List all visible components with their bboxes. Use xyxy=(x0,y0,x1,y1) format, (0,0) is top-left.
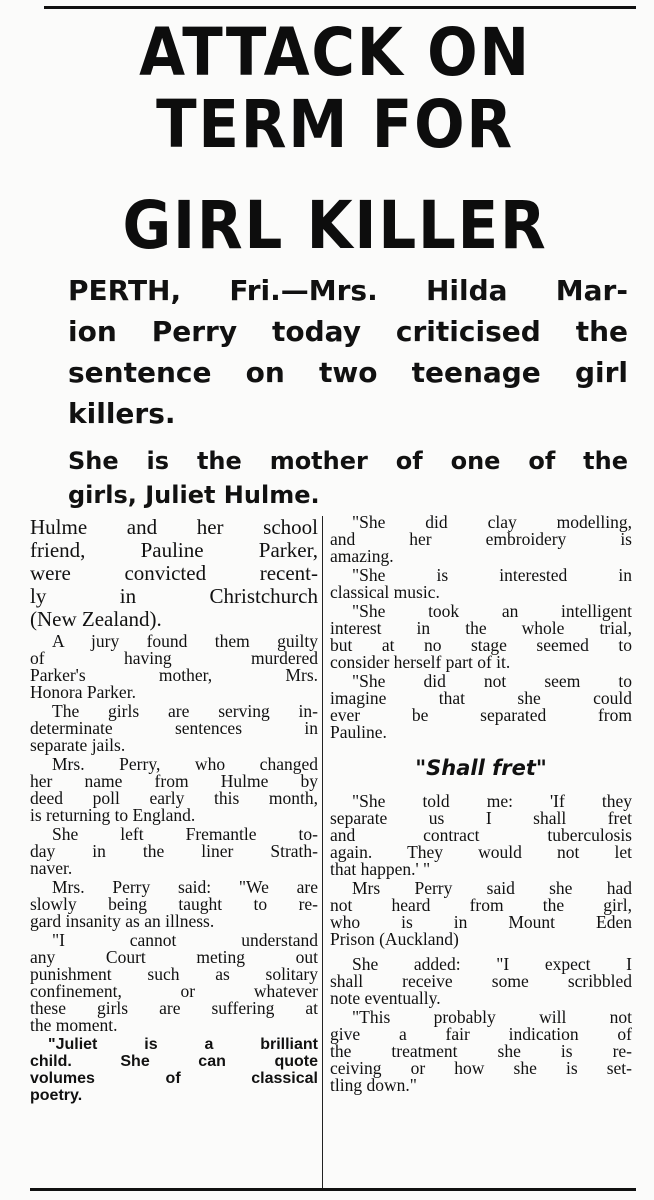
text-line: Hulme and her school xyxy=(30,515,318,539)
body-paragraph xyxy=(330,956,632,1007)
right-column xyxy=(330,514,632,1096)
body-paragraph xyxy=(330,880,632,948)
text-line: Mrs. Perry, who changed xyxy=(52,754,318,774)
text-line: Mrs. Perry said: "We are xyxy=(52,877,318,897)
body-paragraph xyxy=(330,603,632,671)
text-line: note eventually. xyxy=(330,988,441,1008)
second-deck-line: She is the mother of one of the xyxy=(68,447,628,475)
text-line: separate us I shall fret xyxy=(330,808,632,828)
body-paragraph xyxy=(330,514,632,565)
text-line: again. They would not let xyxy=(330,842,632,862)
bold-quote-paragraph xyxy=(30,1036,318,1104)
text-line: day in the liner Strath- xyxy=(30,841,318,861)
text-line: "I cannot understand xyxy=(52,930,318,950)
text-line: shall receive some scribbled xyxy=(330,971,632,991)
text-line: gard insanity as an illness. xyxy=(30,911,215,931)
body-paragraph xyxy=(330,673,632,741)
text-line: friend, Pauline Parker, xyxy=(30,538,318,562)
text-line: naver. xyxy=(30,858,73,878)
standfirst-line: killers. xyxy=(68,397,176,430)
text-line: and contract tuberculosis xyxy=(330,825,632,845)
text-line: these girls are suffering at xyxy=(30,998,318,1018)
text-line: of having murdered xyxy=(30,648,318,668)
text-line: amazing. xyxy=(330,546,394,566)
text-line: Prison (Auckland) xyxy=(330,929,459,949)
text-line: A jury found them guilty xyxy=(52,631,318,651)
headline-line-2: TERM FOR xyxy=(156,86,514,163)
text-line: "She did not seem to xyxy=(352,671,632,691)
text-line: and her embroidery is xyxy=(330,529,632,549)
text-line: "She took an intelligent xyxy=(352,601,632,621)
text-line: She left Fremantle to- xyxy=(52,824,318,844)
text-line: Mrs Perry said she had xyxy=(352,878,632,898)
text-line: give a fair indication of xyxy=(330,1024,632,1044)
text-line: any Court meting out xyxy=(30,947,318,967)
text-line: poetry. xyxy=(30,1087,83,1104)
text-line: not heard from the girl, xyxy=(330,895,632,915)
body-paragraph xyxy=(30,633,318,701)
text-line: ceiving or how she is set- xyxy=(330,1058,632,1078)
body-paragraph xyxy=(330,567,632,601)
second-deck xyxy=(68,444,628,512)
text-line: her name from Hulme by xyxy=(30,771,318,791)
left-column xyxy=(30,516,318,1106)
standfirst xyxy=(68,270,628,434)
crosshead: "Shall fret" xyxy=(415,756,547,780)
standfirst-line: PERTH, Fri.—Mrs. Hilda Mar- xyxy=(68,274,628,307)
text-line: determinate sentences in xyxy=(30,718,318,738)
headline-line-1: ATTACK ON xyxy=(139,14,531,91)
text-line: confinement, or whatever xyxy=(30,981,318,1001)
top-rule xyxy=(44,6,636,9)
body-paragraph xyxy=(30,932,318,1034)
text-line: "She is interested in xyxy=(352,565,632,585)
text-line: who is in Mount Eden xyxy=(330,912,632,932)
text-line: classical music. xyxy=(330,582,440,602)
standfirst-line: sentence on two teenage girl xyxy=(68,356,628,389)
text-line: punishment such as solitary xyxy=(30,964,318,984)
body-paragraph xyxy=(30,879,318,930)
text-line: She added: "I expect I xyxy=(352,954,632,974)
text-line: The girls are serving in- xyxy=(52,701,318,721)
body-paragraph xyxy=(30,826,318,877)
text-line: were convicted recent- xyxy=(30,561,318,585)
text-line: consider herself part of it. xyxy=(330,652,511,672)
text-line: imagine that she could xyxy=(330,688,632,708)
text-line: Parker's mother, Mrs. xyxy=(30,665,318,685)
text-line: the treatment she is re- xyxy=(330,1041,632,1061)
standfirst-line: ion Perry today criticised the xyxy=(68,315,628,348)
text-line: "Juliet is a brilliant xyxy=(48,1036,318,1053)
text-line: "She did clay modelling, xyxy=(352,512,632,532)
body-paragraph xyxy=(30,703,318,754)
text-line: tling down." xyxy=(330,1075,417,1095)
body-paragraph xyxy=(330,793,632,878)
column-divider xyxy=(322,516,323,1188)
text-line: is returning to England. xyxy=(30,805,196,825)
headline-line-3: GIRL KILLER xyxy=(122,187,548,264)
text-line: but at no stage seemed to xyxy=(330,635,632,655)
lead-paragraph xyxy=(30,516,318,631)
text-line: Pauline. xyxy=(330,722,387,742)
text-line: slowly being taught to re- xyxy=(30,894,318,914)
text-line: "This probably will not xyxy=(352,1007,632,1027)
text-line: "She told me: 'If they xyxy=(352,791,632,811)
text-line: deed poll early this month, xyxy=(30,788,318,808)
text-line: (New Zealand). xyxy=(30,607,162,631)
bottom-rule xyxy=(30,1188,636,1191)
text-line: interest in the whole trial, xyxy=(330,618,632,638)
text-line: child. She can quote xyxy=(30,1053,318,1070)
second-deck-line: girls, Juliet Hulme. xyxy=(68,481,320,509)
text-line: Honora Parker. xyxy=(30,682,136,702)
text-line: ever be separated from xyxy=(330,705,632,725)
text-line: that happen.' " xyxy=(330,859,431,879)
text-line: volumes of classical xyxy=(30,1070,318,1087)
body-paragraph xyxy=(330,1009,632,1094)
text-line: the moment. xyxy=(30,1015,118,1035)
body-paragraph xyxy=(30,756,318,824)
text-line: ly in Christchurch xyxy=(30,584,318,608)
text-line: separate jails. xyxy=(30,735,126,755)
